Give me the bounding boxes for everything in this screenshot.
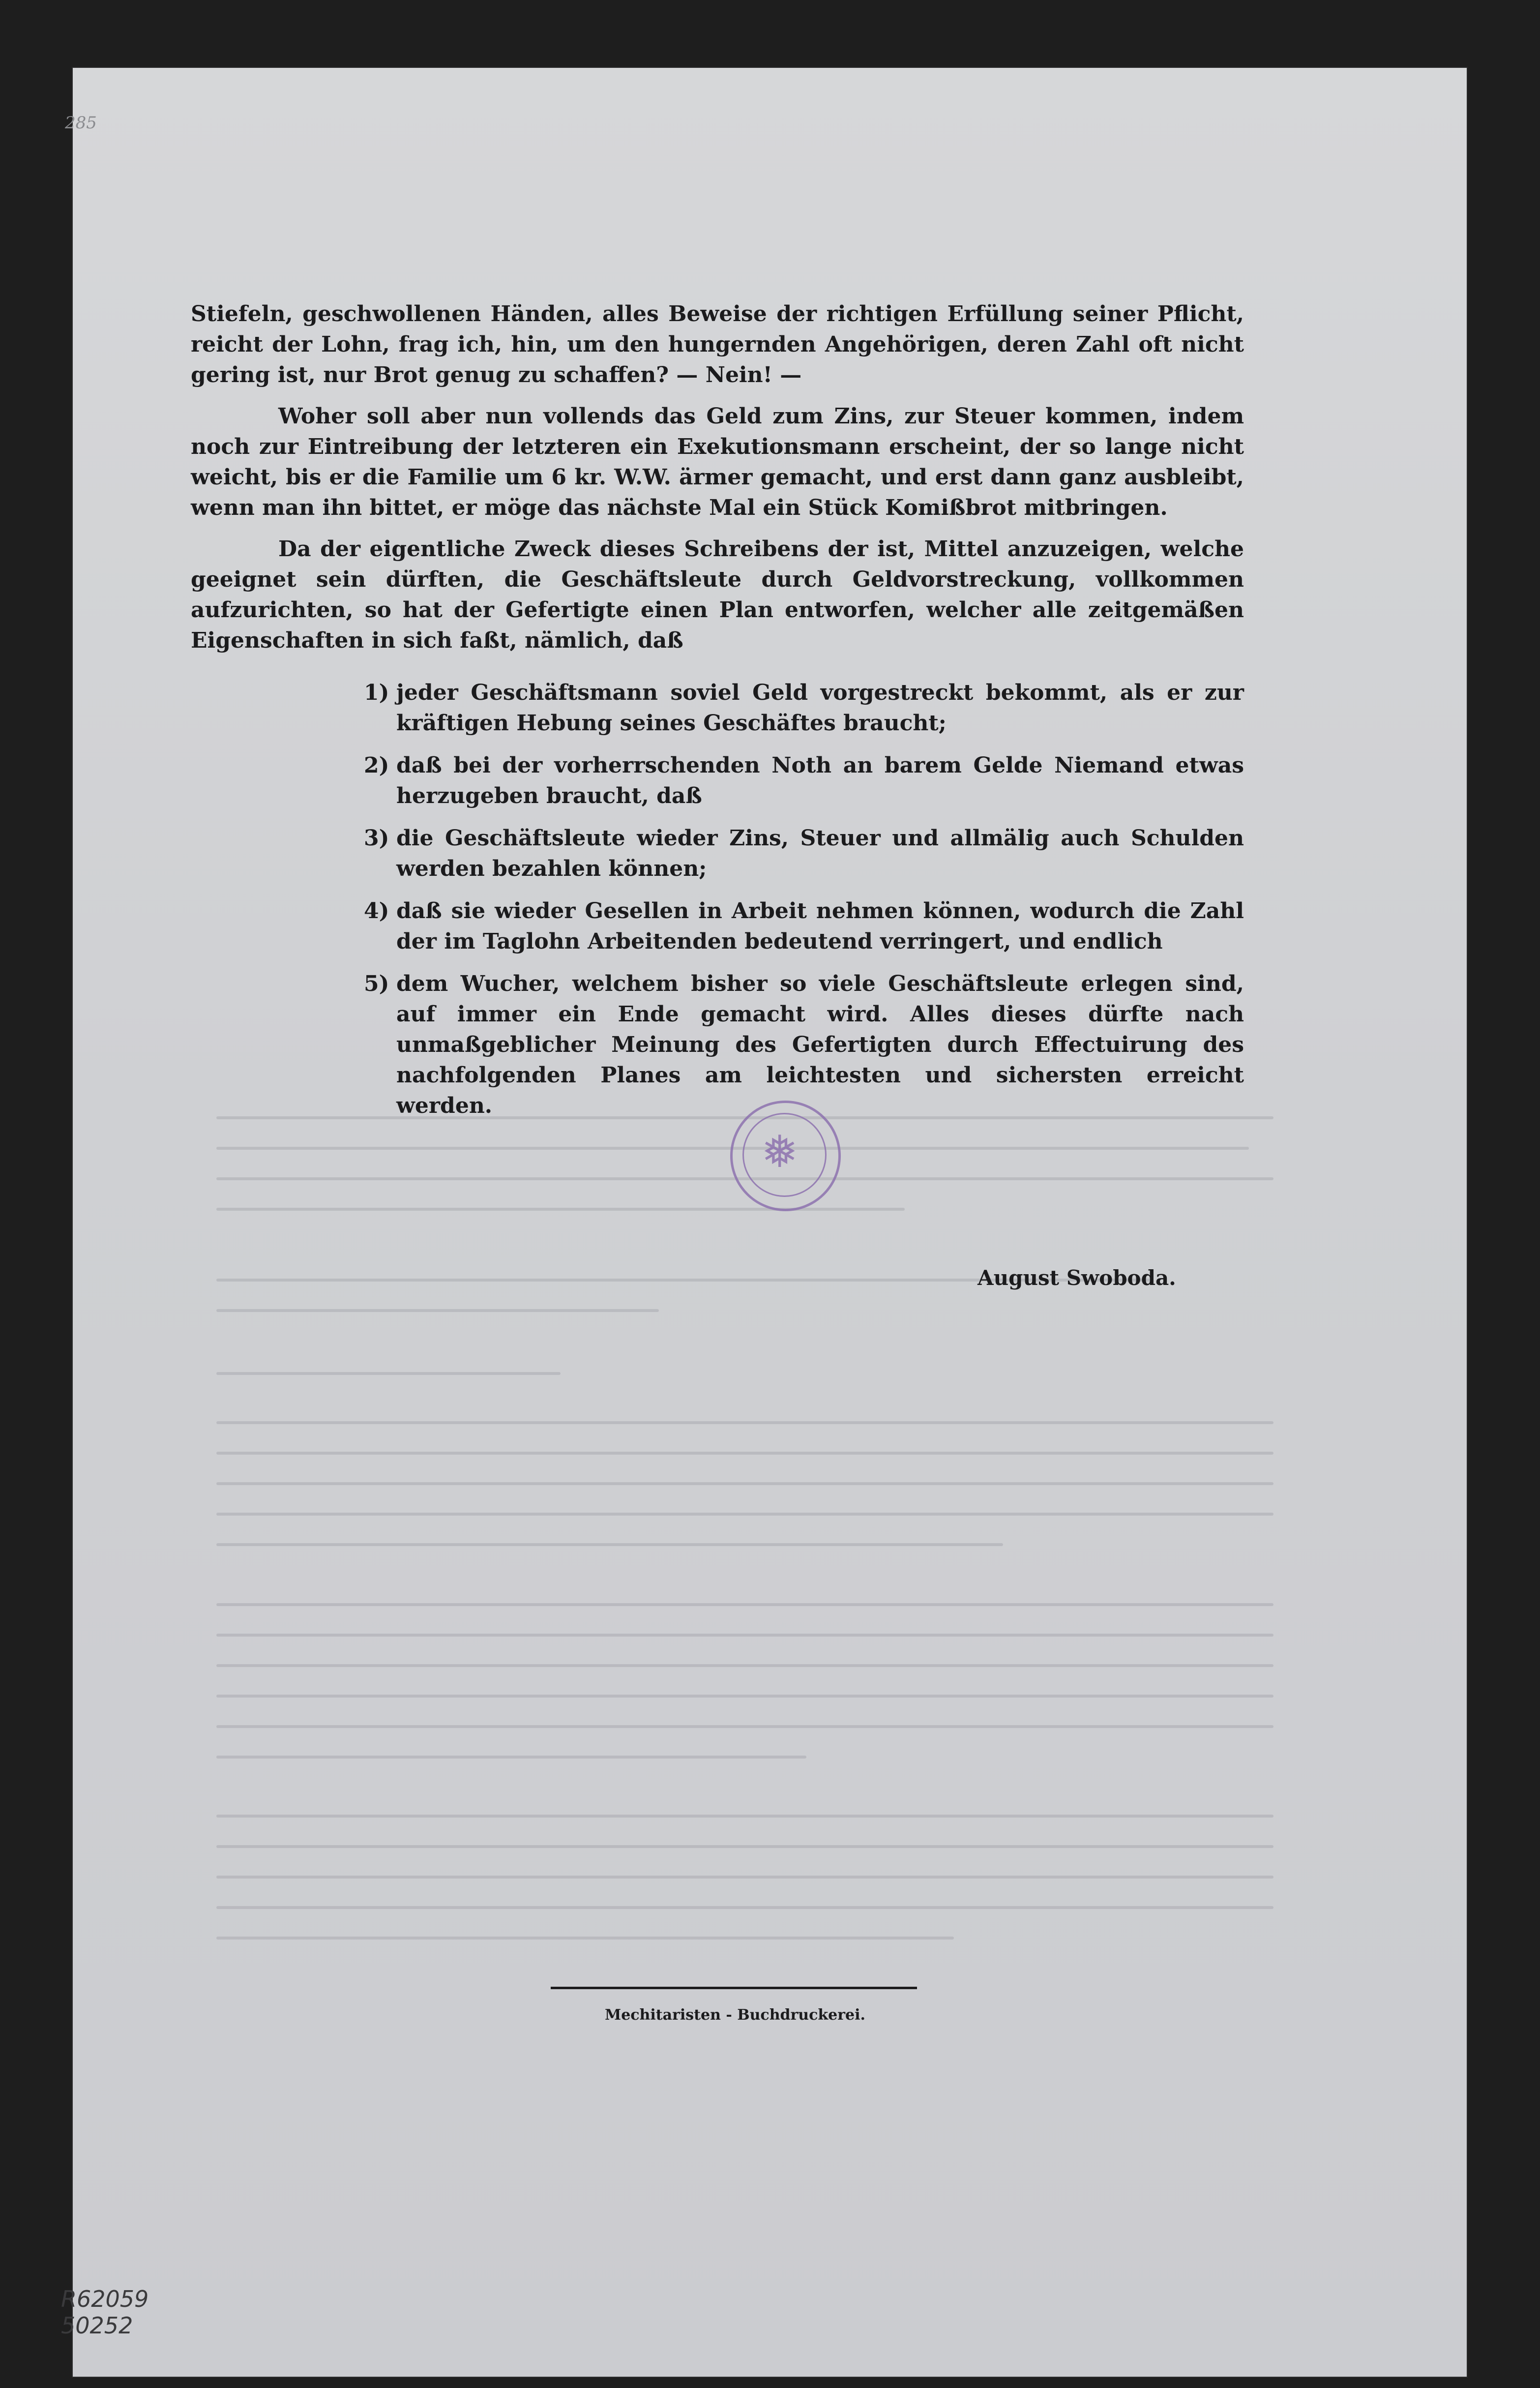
paragraph-3: Da der eigentliche Zweck dieses Schreibens der ist, Mittel anzuzeigen, welche geeignet sein dürften, die Geschäftsleute durch Geldvorstreckung, vollkommen aufzurichten, so hat der Gefertigte einen Plan entworfen, welcher alle zeitgemäßen Eigenschaften in sich faßt, nämlich, daß [191,537,1244,653]
paragraph-1: Stiefeln, geschwollenen Händen, alles Beweise der richtigen Erfüllung seiner Pflicht, reicht der Lohn, frag ich, hin, um den hungernden Angehörigen, deren Zahl oft nicht gering ist, nur Brot genug zu schaffen? — Nein! — [191,301,1244,388]
list-item [364,823,1244,884]
eagle-emblem-icon: ❅ [761,1126,799,1178]
pencil-page-number: 285 [65,113,97,133]
list-text: dem Wucher, welchem bisher so viele Geschäftsleute erlegen sind, auf immer ein Ende gemacht wird. Alles dieses dürfte nach unmaßgeblicher Meinung des Gefertigten durch Effectuirung des nachfolgenden Planes am leichtesten und sichersten erreicht werden. [396,971,1244,1118]
list-text: daß sie wieder Gesellen in Arbeit nehmen können, wodurch die Zahl der im Taglohn Arbeitenden bedeutend verringert, und endlich [396,898,1244,954]
list-text: die Geschäftsleute wieder Zins, Steuer und allmälig auch Schulden werden bezahlen können; [396,826,1244,881]
list-item [364,969,1244,1121]
body-text [191,299,1244,667]
divider-rule [551,1987,917,1989]
shelfmark-line-2: 50252 [61,2312,133,2339]
plan-list [364,678,1244,1133]
shelfmark [61,2286,148,2339]
list-number: 5) [364,971,389,996]
list-text: jeder Geschäftsmann soviel Geld vorgestreckt bekommt, als er zur kräftigen Hebung seines Geschäftes braucht; [396,680,1244,736]
list-item [364,750,1244,811]
list-number: 1) [364,680,389,705]
list-item [364,678,1244,739]
list-number: 3) [364,826,389,851]
signature: August Swoboda. [977,1266,1176,1290]
list-text: daß bei der vorherrschenden Noth an barem Gelde Niemand etwas herzugeben braucht, daß [396,753,1244,808]
printer-imprint: Mechitaristen - Buchdruckerei. [605,2006,865,2024]
library-stamp [730,1101,841,1211]
list-number: 2) [364,753,389,778]
paragraph-2: Woher soll aber nun vollends das Geld zum Zins, zur Steuer kommen, indem noch zur Eintreibung der letzteren ein Exekutionsmann erscheint, der so lange nicht weicht, bis er die Familie um 6 kr. W.W. ärmer gemacht, und erst dann ganz ausbleibt, wenn man ihn bittet, er möge das nächste Mal ein Stück Komißbrot mitbringen. [191,404,1244,520]
list-number: 4) [364,898,389,924]
shelfmark-line-1: R62059 [61,2286,149,2312]
list-item [364,896,1244,957]
